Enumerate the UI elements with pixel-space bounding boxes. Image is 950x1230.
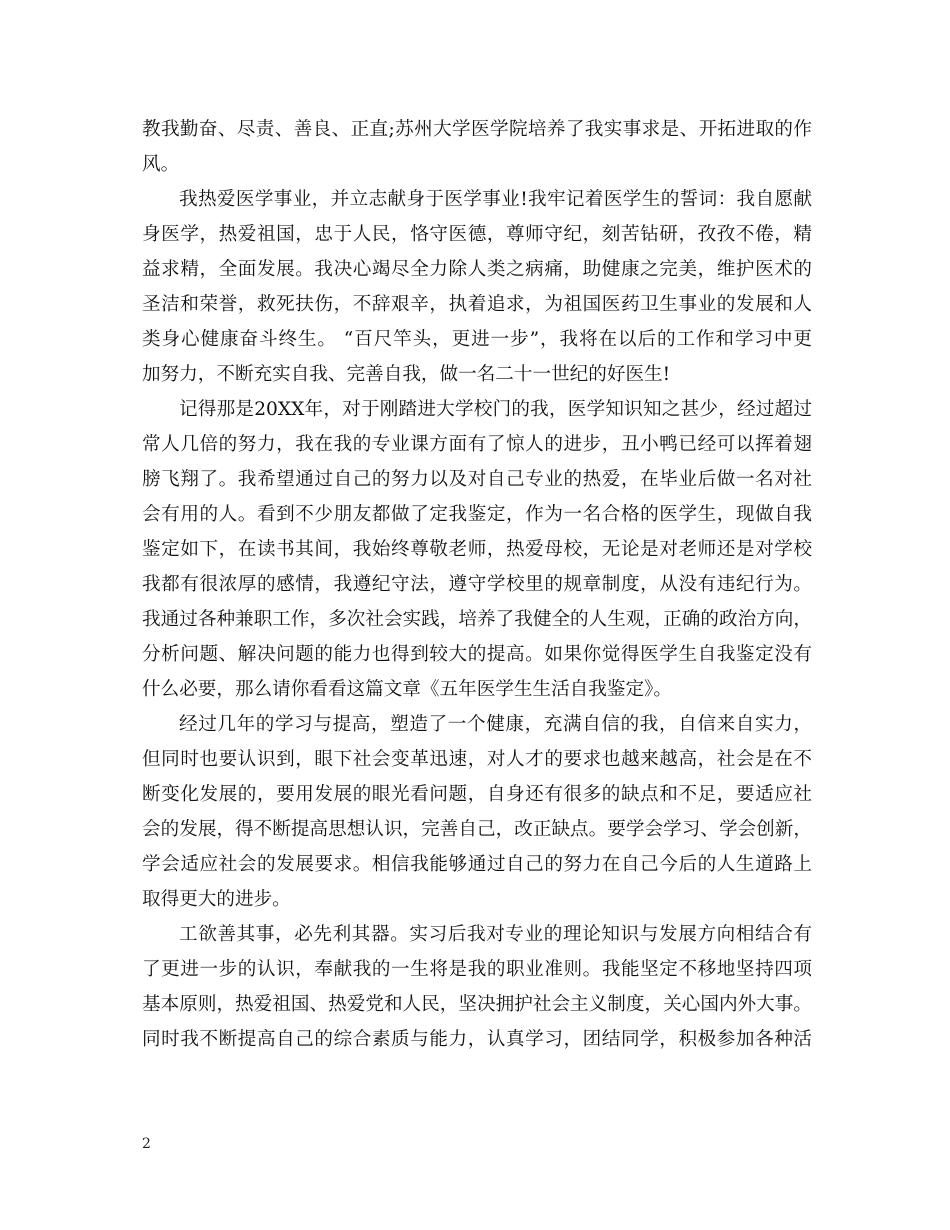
text-line: 我热爱医学事业，并立志献身于医学事业!我牢记着医学生的誓词：我自愿献 [179, 189, 812, 210]
text-line: 风。 [142, 154, 180, 175]
text-line: 鉴定如下，在读书其间，我始终尊敬老师，热爱母校，无论是对老师还是对学校 [142, 539, 812, 560]
text-line: 断变化发展的，要用发展的眼光看问题，自身还有很多的缺点和不足，要适应社 [142, 784, 812, 805]
paragraph-4 [142, 707, 812, 917]
paragraph-5 [142, 917, 812, 1057]
text-line: 基本原则，热爱祖国、热爱党和人民，坚决拥护社会主义制度，关心国内外大事。 [142, 994, 812, 1015]
paragraph-2 [142, 182, 812, 392]
text-line: 膀飞翔了。我希望通过自己的努力以及对自己专业的热爱，在毕业后做一名对社 [142, 469, 812, 490]
text-line: 记得那是20XX年，对于刚踏进大学校门的我，医学知识知之甚少，经过超过 [179, 399, 812, 420]
text-line: 了更进一步的认识，奉献我的一生将是我的职业准则。我能坚定不移地坚持四项 [142, 959, 812, 980]
text-line: 同时我不断提高自己的综合素质与能力，认真学习，团结同学，积极参加各种活 [142, 1029, 812, 1050]
page-number: 2 [142, 1136, 151, 1152]
text-line: 会的发展，得不断提高思想认识，完善自己，改正缺点。要学会学习、学会创新， [142, 819, 812, 840]
text-line: 身医学，热爱祖国，忠于人民，恪守医德，尊师守纪，刻苦钻研，孜孜不倦，精 [142, 224, 812, 245]
text-line: 经过几年的学习与提高，塑造了一个健康，充满自信的我，自信来自实力， [179, 714, 812, 735]
paragraph-3 [142, 392, 812, 707]
text-line: 类身心健康奋斗终生。 “百尺竿头，更进一步”，我将在以后的工作和学习中更 [142, 329, 812, 350]
text-line: 常人几倍的努力，我在我的专业课方面有了惊人的进步，丑小鸭已经可以挥着翅 [142, 434, 812, 455]
text-line: 教我勤奋、尽责、善良、正直;苏州大学医学院培养了我实事求是、开拓进取的作 [142, 119, 812, 140]
text-line: 但同时也要认识到，眼下社会变革迅速，对人才的要求也越来越高，社会是在不 [142, 749, 812, 770]
text-line: 取得更大的进步。 [142, 889, 291, 910]
text-line: 我通过各种兼职工作，多次社会实践，培养了我健全的人生观，正确的政治方向， [142, 609, 812, 630]
text-line: 分析问题、解决问题的能力也得到较大的提高。如果你觉得医学生自我鉴定没有 [142, 644, 812, 665]
text-line: 工欲善其事，必先利其器。实习后我对专业的理论知识与发展方向相结合有 [179, 924, 812, 945]
text-line: 益求精，全面发展。我决心竭尽全力除人类之病痛，助健康之完美，维护医术的 [142, 259, 812, 280]
text-line: 学会适应社会的发展要求。相信我能够通过自己的努力在自己今后的人生道路上 [142, 854, 812, 875]
text-line: 加努力，不断充实自我、完善自我，做一名二十一世纪的好医生! [142, 364, 671, 385]
document-body [142, 112, 812, 1057]
text-line: 会有用的人。看到不少朋友都做了定我鉴定，作为一名合格的医学生，现做自我 [142, 504, 812, 525]
text-line: 我都有很浓厚的感情，我遵纪守法，遵守学校里的规章制度，从没有违纪行为。 [142, 574, 812, 595]
text-line: 什么必要，那么请你看看这篇文章《五年医学生生活自我鉴定》。 [142, 679, 672, 700]
paragraph-1 [142, 112, 812, 182]
text-line: 圣洁和荣誉，救死扶伤，不辞艰辛，执着追求，为祖国医药卫生事业的发展和人 [142, 294, 812, 315]
